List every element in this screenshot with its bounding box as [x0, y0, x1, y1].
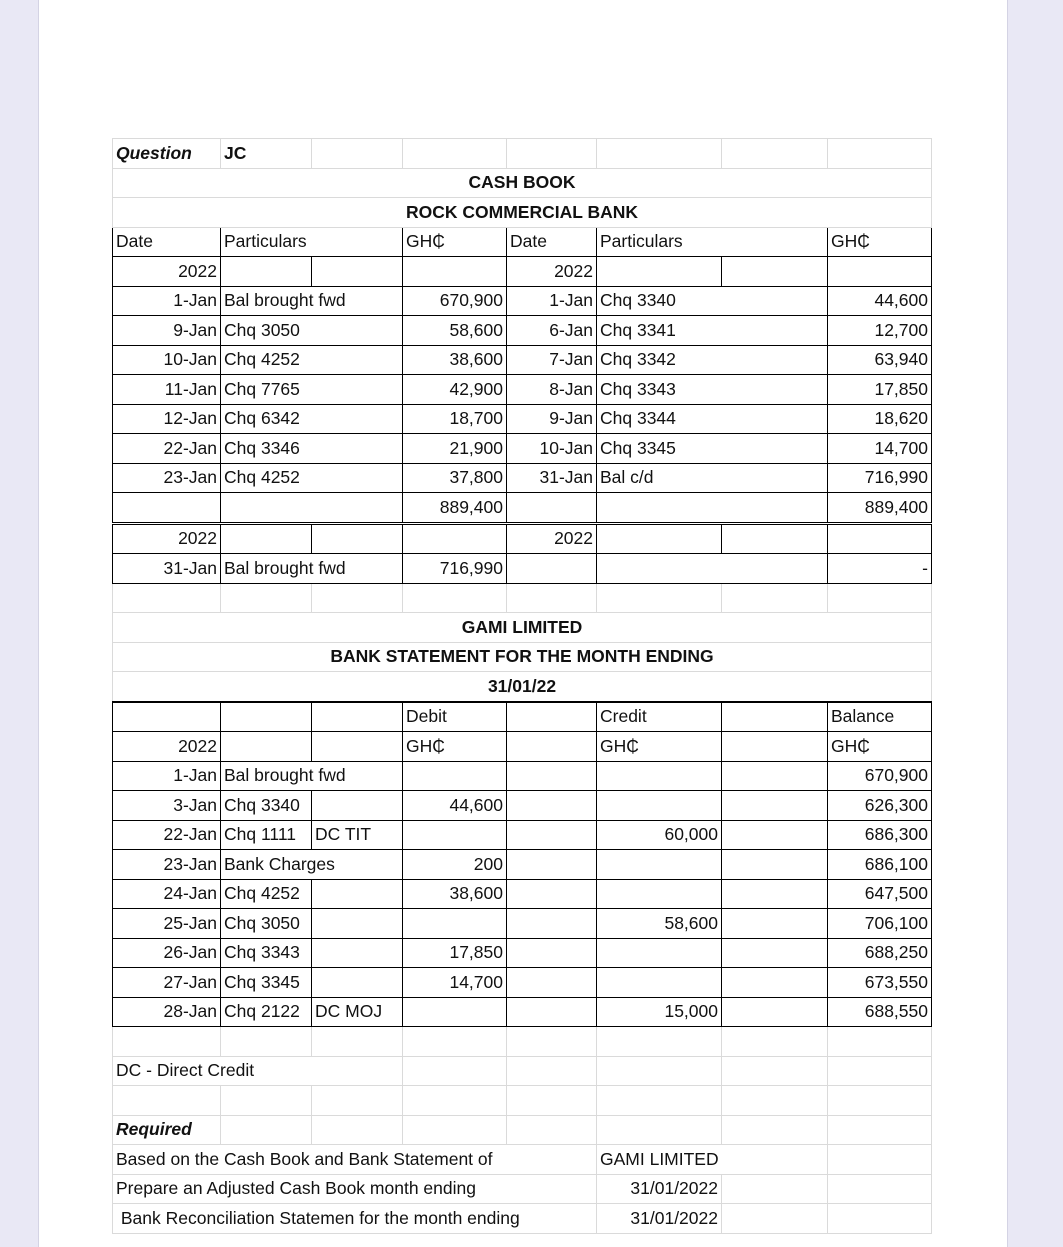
statement-date: 31/01/22 — [113, 672, 932, 702]
question-value: JC — [221, 139, 312, 169]
table-row: 1-Jan Bal brought fwd 670,900 1-Jan Chq 3340 44,600 — [113, 286, 932, 316]
table-row: 22-Jan Chq 3346 21,900 10-Jan Chq 3345 14,700 — [113, 434, 932, 464]
table-row: 9-Jan Chq 3050 58,600 6-Jan Chq 3341 12,700 — [113, 316, 932, 346]
required-line-1-value: GAMI LIMITED — [597, 1145, 828, 1175]
required-line-2: Prepare an Adjusted Cash Book month ending — [113, 1174, 597, 1204]
year: 2022 — [113, 257, 221, 287]
cash-book-title: CASH BOOK — [113, 168, 932, 198]
table-row: 10-Jan Chq 4252 38,600 7-Jan Chq 3342 63,940 — [113, 345, 932, 375]
table-row: 23-Jan Chq 4252 37,800 31-Jan Bal c/d 716,990 — [113, 463, 932, 493]
table-row: 11-Jan Chq 7765 42,900 8-Jan Chq 3343 17,850 — [113, 375, 932, 405]
debit-total: 889,400 — [403, 493, 507, 524]
col-date: Date — [113, 227, 221, 257]
required-line-1: Based on the Cash Book and Bank Statement of — [113, 1145, 597, 1175]
company-name: GAMI LIMITED — [113, 613, 932, 643]
col-amount: GH₵ — [403, 227, 507, 257]
table-row: 25-Jan Chq 3050 58,600 706,100 — [113, 909, 932, 939]
bank-name: ROCK COMMERCIAL BANK — [113, 198, 932, 228]
table-row: 1-Jan Bal brought fwd 670,900 — [113, 761, 932, 791]
year-right: 2022 — [507, 257, 597, 287]
col-balance: Balance — [828, 702, 932, 732]
col-credit: Credit — [597, 702, 722, 732]
table-row: 26-Jan Chq 3343 17,850 688,250 — [113, 938, 932, 968]
statement-header — [113, 702, 932, 732]
col-particulars: Particulars — [221, 227, 403, 257]
col-debit: Debit — [403, 702, 507, 732]
spreadsheet: Question JC CASH BOOK ROCK COMMERCIAL BANK Date Particulars GH₵ Date Particulars GH₵ 2022 2022 1-Jan Bal brought fwd 670,900 1-Jan Chq 3340 44,600 9-Jan Chq 3050 58,600 6-Jan Chq 3341 12,700 10-Jan Chq 4252 38,600 7-Jan Chq 3342 63,940 11-Jan Chq 7765 42,900 8-Jan Chq 3343 17,850 12-Jan Chq 6342 18,700 9-Jan Chq 3344 18,620 22-Jan Chq 3346 21,900 10-Jan Chq 3345 14,700 23-Jan Chq 4252 37,800 31-Jan Bal c/d 716,990 889,400 889,400 2022 2022 31-Jan Bal brought fwd 716,990 - GAMI LIMITED BANK STATEMENT FOR THE MONTH ENDING 31/01/22 Debit Credit Balance 2022 GH₵ GH₵ GH₵ 1-Jan Bal brought fwd 670,900 3-Jan Chq 3340 44,600 626,300 22-Jan Chq 1111 DC TIT 60,000 686,300 23-Jan Bank Charges 200 686,100 24-Jan Chq 4252 38,600 647,500 25-Jan Chq 3050 58,600 706,100 26-Jan Chq 3343 17,850 688,250 27-Jan Chq 3345 14,700 673,550 28-Jan Chq 2122 DC MOJ 15,000 688,550 DC - Direct Credit Required Based on the Cash Book and Bank Statement of GAMI LIMITED Prepare an Adjusted Cash Book month ending 31/01/2022 Bank Reconciliation Statemen for the month ending 31/01/2022 — [112, 138, 932, 1234]
statement-title: BANK STATEMENT FOR THE MONTH ENDING — [113, 642, 932, 672]
required-line-2-value: 31/01/2022 — [597, 1174, 722, 1204]
question-row — [113, 139, 932, 169]
col-date-right: Date — [507, 227, 597, 257]
footnote: DC - Direct Credit — [113, 1056, 403, 1086]
col-particulars-right: Particulars — [597, 227, 828, 257]
required-line-3-value: 31/01/2022 — [597, 1204, 722, 1234]
table-row: 22-Jan Chq 1111 DC TIT 60,000 686,300 — [113, 820, 932, 850]
cash-book-header — [113, 227, 932, 257]
totals-row — [113, 493, 932, 524]
required-label: Required — [113, 1115, 221, 1145]
table-row: 28-Jan Chq 2122 DC MOJ 15,000 688,550 — [113, 997, 932, 1027]
table-row: 12-Jan Chq 6342 18,700 9-Jan Chq 3344 18,620 — [113, 404, 932, 434]
required-line-3: Bank Reconciliation Statemen for the month ending — [113, 1204, 597, 1234]
table-row: 27-Jan Chq 3345 14,700 673,550 — [113, 968, 932, 998]
credit-total: 889,400 — [828, 493, 932, 524]
table-row: 23-Jan Bank Charges 200 686,100 — [113, 850, 932, 880]
table-row: 3-Jan Chq 3340 44,600 626,300 — [113, 791, 932, 821]
col-amount-right: GH₵ — [828, 227, 932, 257]
question-label: Question — [113, 139, 221, 169]
bal-bf-row: 31-Jan Bal brought fwd 716,990 - — [113, 554, 932, 584]
table-row: 24-Jan Chq 4252 38,600 647,500 — [113, 879, 932, 909]
